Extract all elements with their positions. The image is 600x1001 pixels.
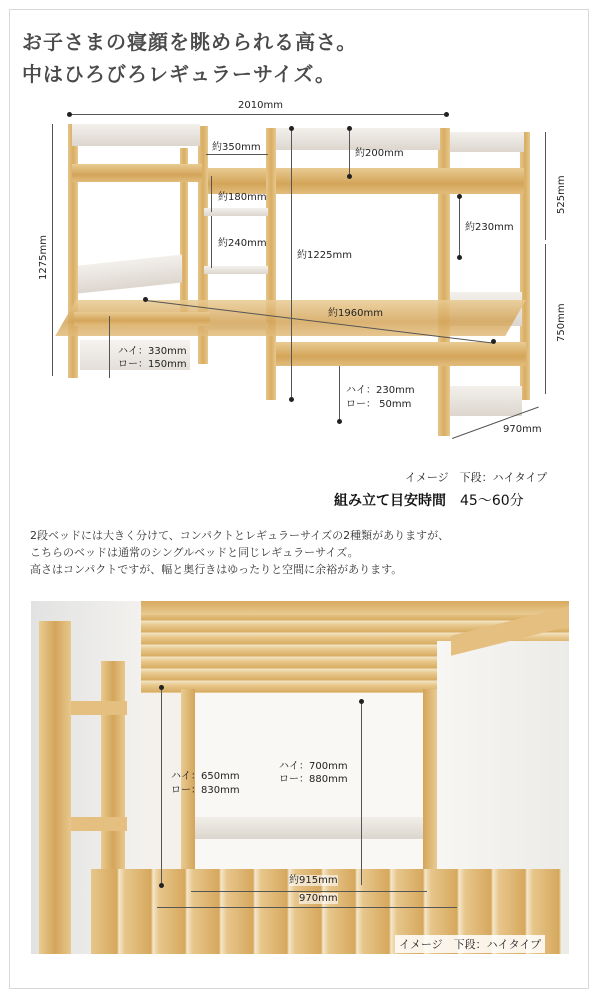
left-low-label: ロー：830mm (171, 785, 240, 796)
ladder-step2-label: 約240mm (218, 238, 267, 249)
description (30, 527, 575, 578)
description-line: 2段ベッドには大きく分けて、コンパクトとレギュラーサイズの2種類がありますが、 (30, 529, 450, 542)
lower-height-label: 750mm (556, 303, 567, 342)
dimension-dot (337, 419, 342, 424)
post-back-left (68, 124, 78, 378)
upper-rail (208, 168, 524, 194)
ladder-width-label: 約350mm (212, 142, 261, 153)
ladder-step (204, 208, 268, 216)
dimension-dot (289, 126, 294, 131)
ladder-step1-label: 約180mm (218, 192, 267, 203)
left-height-line (161, 687, 162, 885)
upper-gap-label: 525mm (556, 175, 567, 214)
lower-bottom-white (450, 386, 522, 416)
dimension-dot (159, 883, 164, 888)
inner-post (423, 689, 437, 889)
upper-guard-line (349, 128, 350, 176)
bed-diagram (0, 0, 600, 460)
side-guard-line (459, 196, 460, 258)
dimension-dot (359, 699, 364, 704)
side-guard-label: 約230mm (465, 222, 514, 233)
outer-width-label: 970mm (299, 893, 338, 904)
upper-guard-white (274, 128, 440, 150)
assembly-time (334, 490, 524, 510)
lower-slat-high-label: ハイ：230mm (346, 385, 415, 396)
lower-leg-line (109, 316, 110, 378)
dimension-dot (457, 194, 462, 199)
description-line: こちらのベッドは通常のシングルベッドと同じレギュラーサイズ。 (30, 546, 359, 559)
upper-gap-line (545, 132, 546, 240)
dimension-dot (143, 297, 148, 302)
lower-slat-line (339, 366, 340, 422)
width-total-label: 2010mm (238, 100, 283, 111)
upper-guard-white (450, 132, 524, 152)
lower-rail (74, 312, 210, 326)
height-dimension-line (52, 124, 53, 376)
lower-leg-high-label: ハイ：330mm (118, 346, 187, 357)
bed-interior-photo (31, 601, 569, 954)
assembly-time-label: 組み立て目安時間 (334, 493, 446, 509)
inner-width-line (191, 891, 427, 892)
outer-width-line (157, 907, 457, 908)
ladder-height-label: 約1225mm (297, 250, 352, 261)
lower-length-label: 約1960mm (328, 308, 383, 319)
center-high-label: ハイ：700mm (279, 761, 348, 772)
ladder-width-line (206, 154, 268, 155)
center-low-label: ロー：880mm (279, 774, 348, 785)
dimension-dot (67, 112, 72, 117)
upper-guard-white (72, 124, 200, 146)
dimension-dot (457, 255, 462, 260)
ladder-step (71, 701, 127, 715)
lower-slat-low-label: ロー： 50mm (346, 399, 412, 410)
upper-rail (72, 164, 202, 182)
dimension-dot (159, 685, 164, 690)
ladder-height-line (291, 128, 292, 400)
headline-line-1: お子さまの寝顔を眺められる高さ。 (22, 30, 358, 54)
dimension-dot (347, 174, 352, 179)
dimension-dot (444, 112, 449, 117)
step1-line (211, 176, 212, 212)
inner-width-label: 約915mm (289, 875, 338, 886)
lower-height-line (545, 244, 546, 394)
width-dimension-line (70, 114, 448, 115)
ladder-step (204, 266, 268, 274)
dimension-dot (347, 126, 352, 131)
center-height-line (361, 701, 362, 885)
dimension-dot (289, 397, 294, 402)
diagram-caption: イメージ 下段：ハイタイプ (405, 471, 548, 484)
height-total-label: 1275mm (38, 235, 49, 280)
lower-rail (276, 342, 526, 366)
left-high-label: ハイ：650mm (171, 771, 240, 782)
front-left-post (39, 621, 71, 954)
assembly-time-value: 45〜60分 (460, 493, 524, 509)
lower-leg-low-label: ロー：150mm (118, 359, 187, 370)
ladder-rail (266, 128, 276, 400)
upper-guard-label: 約200mm (355, 148, 404, 159)
lower-side-white (78, 255, 182, 294)
step2-line (211, 216, 212, 268)
depth-label: 970mm (503, 424, 542, 435)
back-guard-white (195, 817, 423, 839)
description-line: 高さはコンパクトですが、幅と奥行きはゆったりと空間に余裕があります。 (30, 563, 403, 576)
headline-line-2: 中はひろびろレギュラーサイズ。 (22, 62, 336, 86)
ladder-step (71, 817, 127, 831)
photo-caption: イメージ 下段：ハイタイプ (395, 935, 545, 953)
dimension-dot (491, 339, 496, 344)
